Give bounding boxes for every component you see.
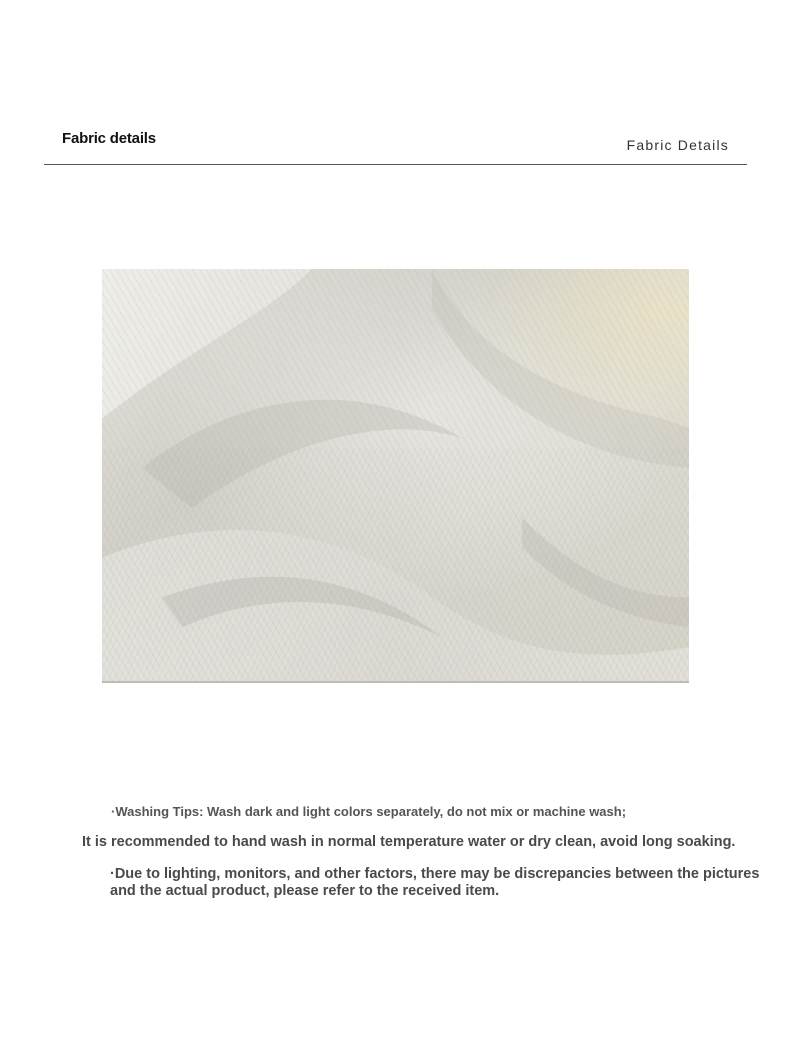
- page-title: Fabric details: [62, 130, 156, 147]
- washing-tips: ·Washing Tips: Wash dark and light colors separately, do not mix or machine wash;: [111, 804, 627, 819]
- fabric-texture-image: [102, 269, 689, 681]
- header-divider: [44, 164, 747, 165]
- color-disclaimer: ·Due to lighting, monitors, and other factors, there may be discrepancies between the pictures and the actual product, please refer to the received item.: [110, 866, 760, 899]
- section-title: Fabric Details: [626, 137, 729, 153]
- fabric-photo: [102, 269, 689, 683]
- washing-recommendation: It is recommended to hand wash in normal temperature water or dry clean, avoid long soaking.: [82, 834, 736, 850]
